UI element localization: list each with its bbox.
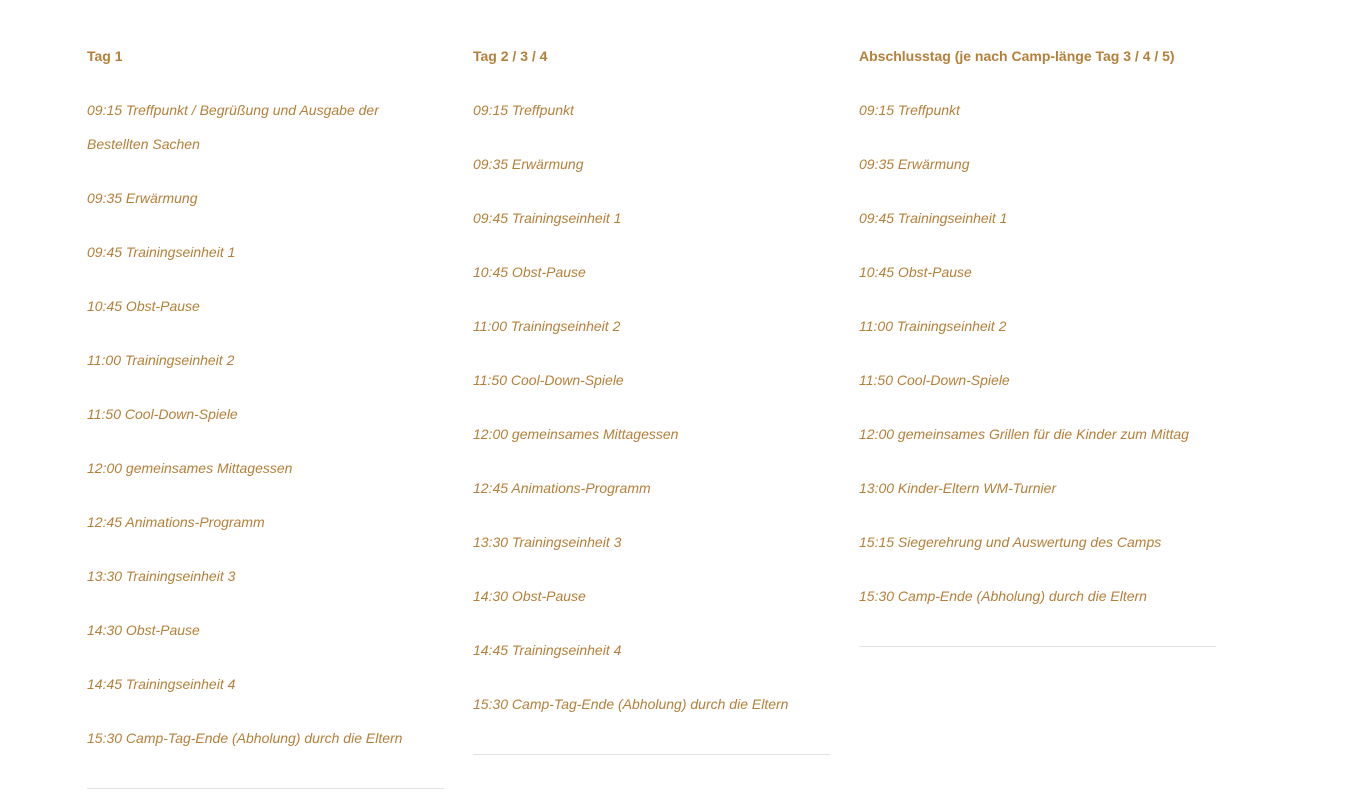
schedule-entry: 13:30 Trainingseinheit 3	[87, 568, 236, 584]
schedule-entry: 09:45 Trainingseinheit 1	[87, 244, 236, 260]
day-title: Tag 2 / 3 / 4	[473, 48, 548, 64]
schedule-entry: 11:00 Trainingseinheit 2	[87, 352, 235, 368]
schedule-entry: 09:35 Erwärmung	[859, 156, 970, 172]
schedule-entry: 09:35 Erwärmung	[473, 156, 584, 172]
schedule-entry: 15:30 Camp-Tag-Ende (Abholung) durch die Eltern	[473, 696, 789, 712]
day-title: Abschlusstag (je nach Camp-länge Tag 3 / 4 / 5)	[859, 48, 1175, 64]
schedule-list	[473, 93, 830, 741]
schedule-entry: 12:00 gemeinsames Mittagessen	[473, 426, 679, 442]
schedule-entry: 10:45 Obst-Pause	[87, 298, 200, 314]
column-divider	[859, 646, 1216, 647]
schedule-entry: 12:45 Animations-Programm	[473, 480, 651, 496]
column-divider	[87, 788, 444, 789]
schedule-entry: 11:50 Cool-Down-Spiele	[473, 372, 624, 388]
schedule-entry: 13:00 Kinder-Eltern WM-Turnier	[859, 480, 1057, 496]
schedule-entry: 09:35 Erwärmung	[87, 190, 198, 206]
schedule-list	[87, 93, 444, 775]
schedule-entry: 09:45 Trainingseinheit 1	[473, 210, 622, 226]
schedule-entry: 09:15 Treffpunkt	[473, 102, 574, 118]
schedule-entry: 11:00 Trainingseinheit 2	[859, 318, 1007, 334]
day-title: Tag 1	[87, 48, 123, 64]
schedule-entry: 12:00 gemeinsames Mittagessen	[87, 460, 293, 476]
schedule-entry: 13:30 Trainingseinheit 3	[473, 534, 622, 550]
schedule-entry: 11:50 Cool-Down-Spiele	[87, 406, 238, 422]
schedule-entry: 15:30 Camp-Tag-Ende (Abholung) durch die Eltern	[87, 730, 403, 746]
schedule-entry: 14:45 Trainingseinheit 4	[87, 676, 236, 692]
schedule-entry: 14:30 Obst-Pause	[87, 622, 200, 638]
schedule-entry: 09:15 Treffpunkt	[859, 102, 960, 118]
schedule-entry: 10:45 Obst-Pause	[859, 264, 972, 280]
schedule-entry: 10:45 Obst-Pause	[473, 264, 586, 280]
schedule-entry: 14:30 Obst-Pause	[473, 588, 586, 604]
schedule-entry: 11:00 Trainingseinheit 2	[473, 318, 621, 334]
schedule-entry: 09:15 Treffpunkt / Begrüßung und Ausgabe der Bestellten Sachen	[87, 102, 379, 152]
schedule-entry: 11:50 Cool-Down-Spiele	[859, 372, 1010, 388]
schedule-entry: 12:00 gemeinsames Grillen für die Kinder zum Mittag	[859, 426, 1189, 442]
schedule-list	[859, 93, 1216, 633]
schedule-entry: 14:45 Trainingseinheit 4	[473, 642, 622, 658]
schedule-entry: 15:15 Siegerehrung und Auswertung des Camps	[859, 534, 1162, 550]
schedule-entry: 12:45 Animations-Programm	[87, 514, 265, 530]
schedule-entry: 15:30 Camp-Ende (Abholung) durch die Eltern	[859, 588, 1147, 604]
column-divider	[473, 754, 830, 755]
schedule-entry: 09:45 Trainingseinheit 1	[859, 210, 1008, 226]
